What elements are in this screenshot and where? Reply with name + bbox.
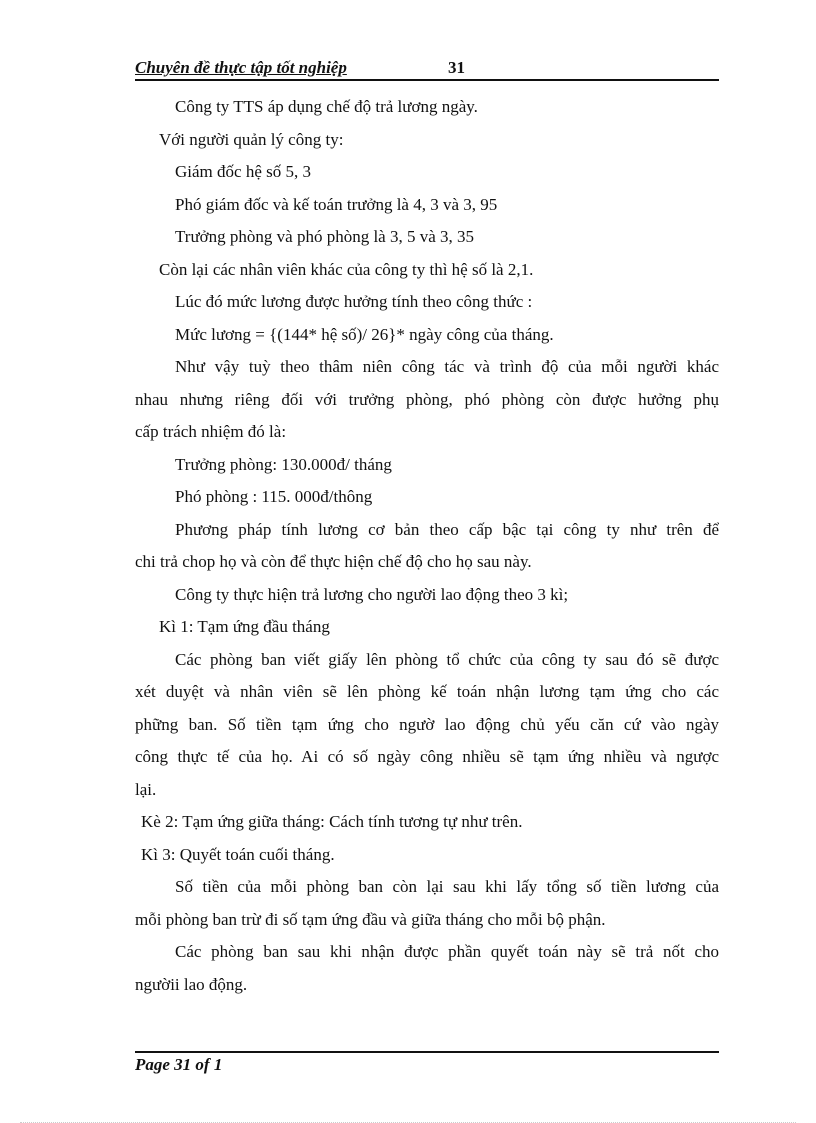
body-line: Như vậy tuỳ theo thâm niên công tác và trình độ của mỗi người khác	[175, 357, 719, 376]
footer-divider	[135, 1051, 719, 1053]
body-line: công thực tế của họ. Ai có số ngày công nhiều sẽ tạm ứng nhiều và ngược	[135, 747, 719, 766]
body-line: Phó phòng : 115. 000đ/thông	[175, 487, 373, 506]
body-line: Trưởng phòng và phó phòng là 3, 5 và 3, 35	[175, 227, 475, 246]
body-line: chi trả chop họ và còn để thực hiện chế độ cho họ sau này.	[135, 552, 532, 571]
body-line: Số tiền của mỗi phòng ban còn lại sau khi lấy tổng số tiền lương của	[175, 877, 719, 896]
body-line: xét duyệt và nhân viên sẽ lên phòng kế toán nhận lương tạm ứng cho các	[135, 682, 719, 701]
body-line: Với người quản lý công ty:	[159, 129, 344, 149]
body-line: Mức lương = {(144* hệ số)/ 26}* ngày công của tháng.	[175, 324, 554, 344]
header-page-number: 31	[448, 58, 465, 77]
body-line: Phó giám đốc và kế toán trưởng là 4, 3 và 3, 95	[175, 194, 498, 214]
body-line: mỗi phòng ban trừ đi số tạm ứng đầu và giữa tháng cho mỗi bộ phận.	[135, 909, 606, 929]
body-line: Còn lại các nhân viên khác của công ty thì hệ số là 2,1.	[159, 259, 534, 279]
body-line: nhau nhưng riêng đối với trưởng phòng, phó phòng còn được hưởng phụ	[135, 389, 719, 409]
body-line: Trưởng phòng: 130.000đ/ tháng	[175, 454, 392, 474]
body-line: Công ty TTS áp dụng chế độ trả lương ngày.	[175, 97, 478, 116]
body-line: ngườii lao động.	[135, 974, 248, 994]
body-line: phững ban. Số tiền tạm ứng cho ngườ lao động chủ yếu căn cứ vào ngày	[135, 714, 719, 734]
header-title: Chuyên đề thực tập tốt nghiệp	[135, 58, 347, 77]
body-line: Lúc đó mức lương được hưởng tính theo công thức :	[175, 292, 533, 311]
body-line: Công ty thực hiện trả lương cho người lao động theo 3 kì;	[175, 584, 569, 604]
body-line: Giám đốc hệ số 5, 3	[175, 162, 311, 181]
document-body	[135, 91, 719, 1001]
body-line: Các phòng ban sau khi nhận được phần quyết toán này sẽ trả nốt cho	[175, 942, 719, 961]
body-line: Kì 3: Quyết toán cuối tháng.	[141, 844, 335, 864]
page-footer: Page 31 of 1	[135, 1055, 223, 1074]
body-line: Kì 1: Tạm ứng đầu tháng	[159, 617, 330, 636]
page-header	[135, 56, 719, 80]
body-line: Các phòng ban viết giấy lên phòng tổ chức của công ty sau đó sẽ được	[175, 649, 719, 669]
body-line: Phương pháp tính lương cơ bản theo cấp bậc tại công ty như trên để	[175, 519, 719, 539]
header-divider	[135, 79, 719, 81]
body-line: lại.	[135, 779, 157, 799]
body-line: cấp trách nhiệm đó là:	[135, 422, 287, 441]
body-line: Kè 2: Tạm ứng giữa tháng: Cách tính tương tự như trên.	[141, 812, 523, 831]
